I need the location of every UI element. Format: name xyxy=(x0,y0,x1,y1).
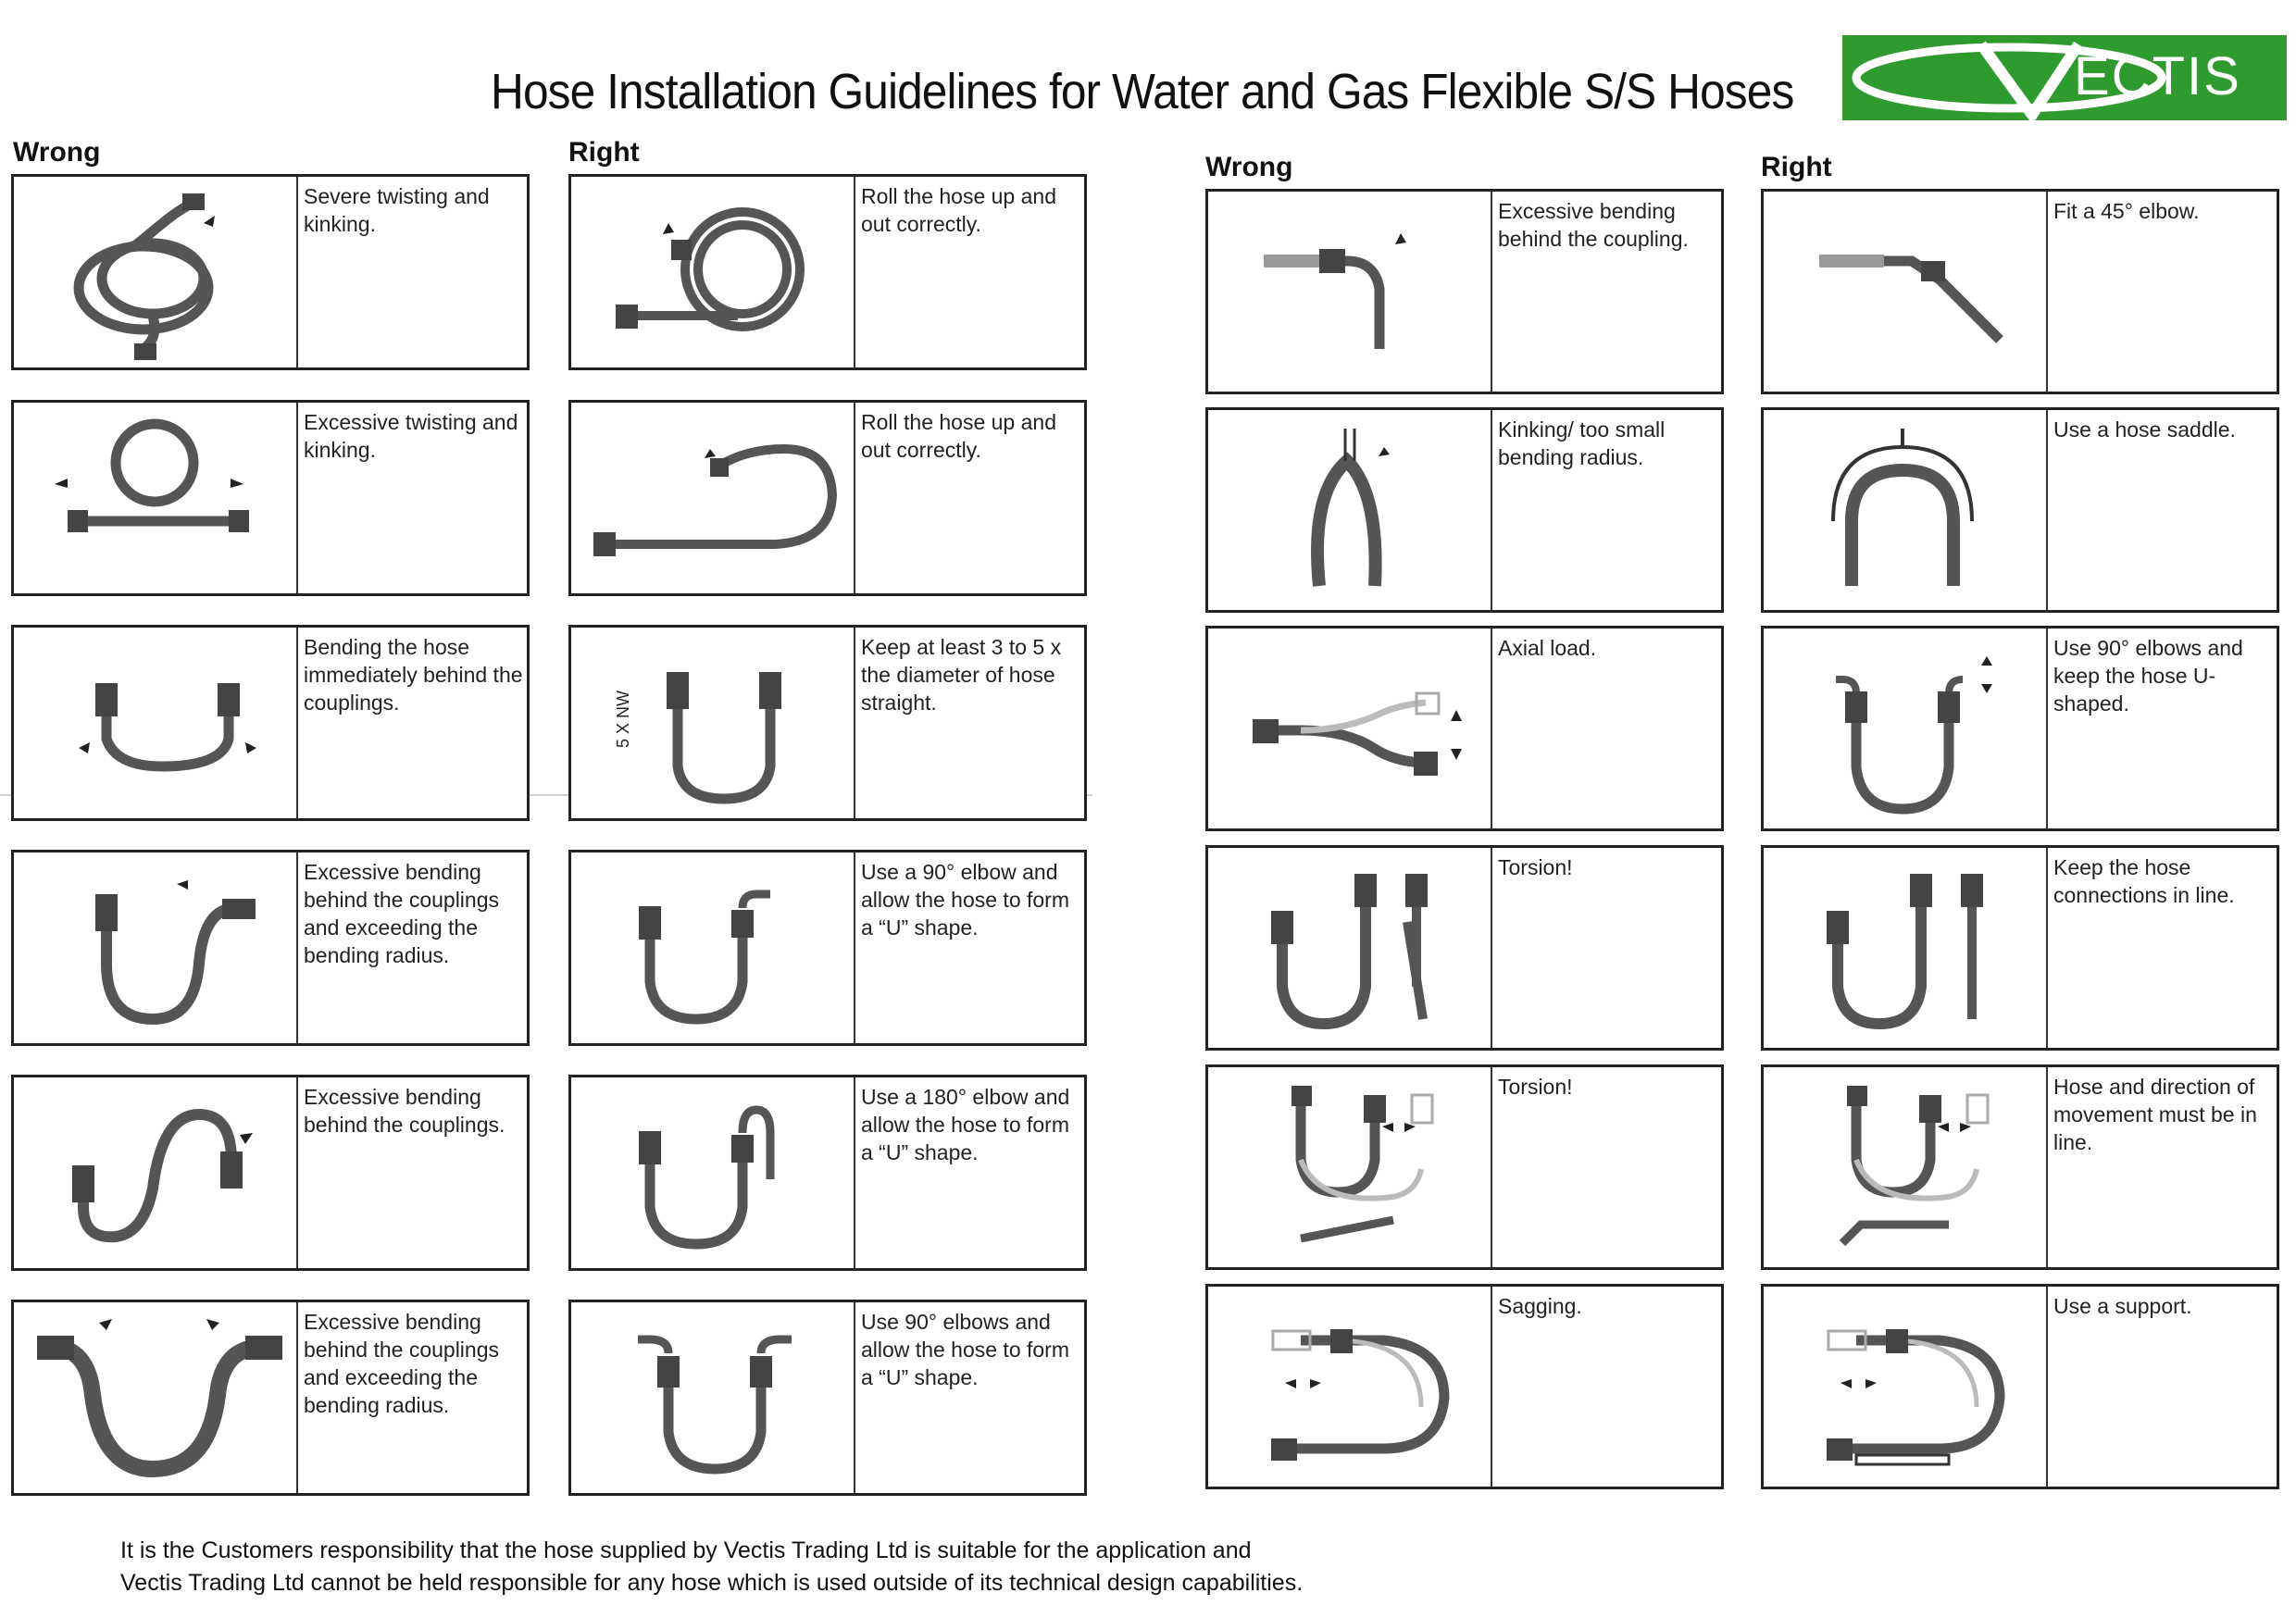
u-hose-nw-icon xyxy=(678,697,770,799)
guideline-card xyxy=(568,174,1087,370)
torsion-u-hose-icon xyxy=(1282,894,1423,1024)
guideline-text: Keep the hose connections in line. xyxy=(2053,855,2235,907)
nw-label: 5 X NW xyxy=(614,690,632,748)
heading-wrong-1: Wrong xyxy=(13,137,101,168)
guideline-text: Roll the hose up and out correctly. xyxy=(861,184,1056,236)
coiled-hose-icon xyxy=(79,205,208,353)
guideline-card xyxy=(11,400,530,596)
guideline-text: Torsion! xyxy=(1498,855,1573,879)
guideline-text: Fit a 45° elbow. xyxy=(2053,199,2200,223)
guideline-text: Sagging. xyxy=(1498,1294,1582,1318)
svg-text:ECTIS: ECTIS xyxy=(2074,46,2241,106)
sharp-bend-coupling-icon xyxy=(1264,261,1379,349)
guideline-card xyxy=(1205,407,1724,613)
guideline-card xyxy=(1205,626,1724,831)
disclaimer-line-2: Vectis Trading Ltd cannot be held responsible for any hose which is used outside of its technical design capabilities. xyxy=(120,1570,1304,1596)
u-hose-180-elbow-icon xyxy=(650,1110,770,1244)
bent-couplings-icon xyxy=(106,692,229,766)
guideline-text: Keep at least 3 to 5 x the diameter of hose straight. xyxy=(861,635,1062,715)
inline-connections-icon xyxy=(1838,894,1972,1024)
guideline-card xyxy=(11,850,530,1046)
disclaimer xyxy=(120,1535,1303,1599)
guideline-card xyxy=(1761,1284,2279,1489)
s-bend-hose-icon xyxy=(106,908,236,1019)
guideline-card xyxy=(568,625,1087,821)
guideline-card xyxy=(568,1300,1087,1496)
guideline-text: Use 90° elbows and allow the hose to form a “U” shape. xyxy=(861,1310,1070,1389)
guideline-card xyxy=(1761,189,2279,394)
looped-hose-icon xyxy=(69,424,245,521)
guideline-card xyxy=(1761,1064,2279,1270)
guideline-card xyxy=(568,1075,1087,1271)
guideline-text: Excessive bending behind the couplings and exceeding the bending radius. xyxy=(304,860,499,967)
guideline-text: Excessive bending behind the coupling. xyxy=(1498,199,1689,251)
guideline-text: Use a hose saddle. xyxy=(2053,417,2236,442)
torsion-movement-icon xyxy=(1301,1104,1421,1238)
guideline-text: Hose and direction of movement must be in line. xyxy=(2053,1075,2257,1154)
page-title: Hose Installation Guidelines for Water and Gas Flexible S/S Hoses xyxy=(491,64,1794,119)
heading-wrong-2: Wrong xyxy=(1205,152,1293,182)
guideline-text: Axial load. xyxy=(1498,636,1597,660)
elbow-45-icon xyxy=(1819,261,2000,340)
guideline-card xyxy=(1761,407,2279,613)
guideline-card xyxy=(568,850,1087,1046)
guideline-card xyxy=(1761,845,2279,1051)
guideline-text: Excessive bending behind the couplings and exceeding the bending radius. xyxy=(304,1310,499,1417)
guideline-text: Use 90° elbows and keep the hose U-shaped. xyxy=(2053,636,2243,716)
guideline-card xyxy=(11,174,530,370)
guideline-card xyxy=(1205,189,1724,394)
guideline-card xyxy=(1205,1284,1724,1489)
guideline-text: Severe twisting and kinking. xyxy=(304,184,490,236)
wide-u-hose-icon xyxy=(51,1347,264,1469)
guideline-card xyxy=(11,1300,530,1496)
rolled-hose-icon xyxy=(627,212,800,327)
guideline-card xyxy=(11,625,530,821)
heading-right-1: Right xyxy=(568,137,640,168)
vectis-logo xyxy=(1842,35,2287,120)
guideline-card xyxy=(1205,1064,1724,1270)
s-curve-hose-icon xyxy=(83,1114,231,1237)
disclaimer-line-1: It is the Customers responsibility that the hose supplied by Vectis Trading Ltd is suitable for the application and xyxy=(120,1537,1252,1563)
heading-right-2: Right xyxy=(1761,152,1832,182)
guideline-text: Bending the hose immediately behind the couplings. xyxy=(304,635,523,715)
kinked-hose-icon xyxy=(1317,461,1376,586)
guideline-text: Use a support. xyxy=(2053,1294,2192,1318)
sagging-hose-icon xyxy=(1282,1340,1444,1449)
supported-hose-icon xyxy=(1838,1340,2000,1449)
guideline-card xyxy=(1205,845,1724,1051)
guideline-text: Excessive twisting and kinking. xyxy=(304,410,518,462)
guideline-text: Roll the hose up and out correctly. xyxy=(861,410,1056,462)
inline-movement-icon xyxy=(1842,1104,1977,1243)
guideline-text: Use a 180° elbow and allow the hose to form a “U” shape. xyxy=(861,1085,1070,1164)
guideline-text: Kinking/ too small bending radius. xyxy=(1498,417,1666,469)
guideline-card xyxy=(11,1075,530,1271)
guideline-card xyxy=(568,400,1087,596)
guideline-card xyxy=(1761,626,2279,831)
axial-load-icon xyxy=(1264,703,1426,763)
hose-saddle-icon xyxy=(1852,470,1953,586)
guideline-text: Excessive bending behind the couplings. xyxy=(304,1085,505,1137)
guideline-text: Torsion! xyxy=(1498,1075,1573,1099)
guideline-text: Use a 90° elbow and allow the hose to form a “U” shape. xyxy=(861,860,1070,940)
